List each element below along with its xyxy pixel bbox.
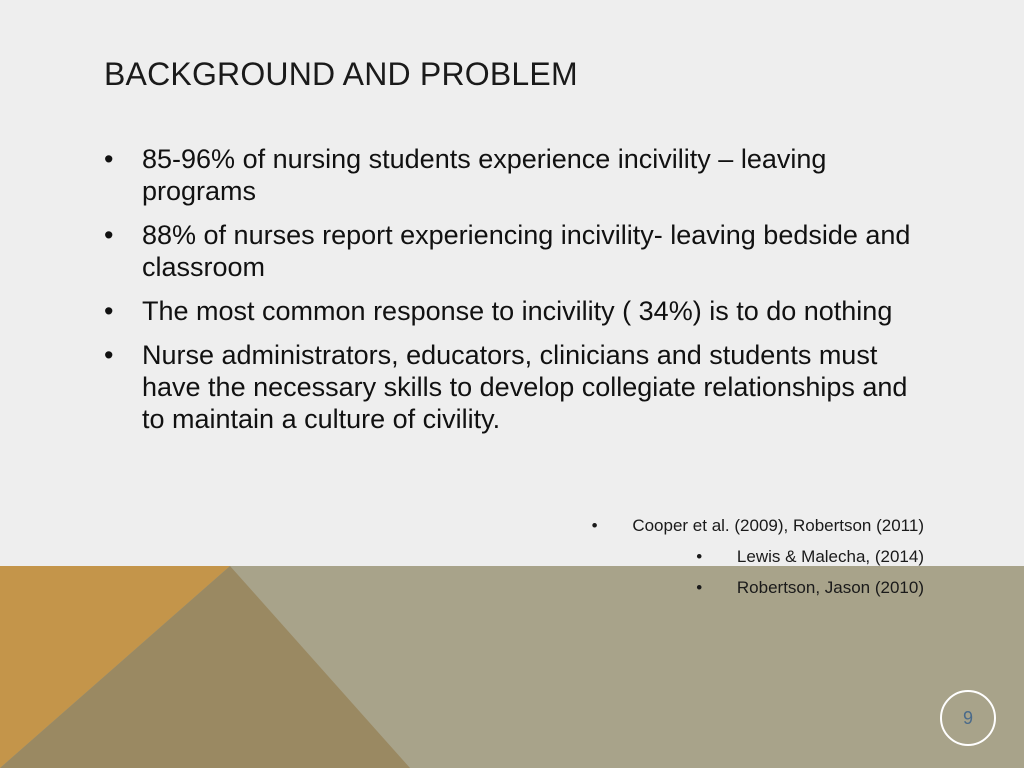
citation-marker: • <box>696 578 703 597</box>
citation-marker: • <box>696 547 703 566</box>
citation-item <box>592 547 924 567</box>
citation-item <box>592 516 924 536</box>
bullet-marker: • <box>104 296 114 326</box>
bullet-text: Nurse administrators, educators, clinicians and students must have the necessary skills to develop collegiate relationships and to maintain a culture of civility. <box>142 340 908 434</box>
bullet-text: The most common response to incivility ( 34%) is to do nothing <box>142 296 893 326</box>
bullet-item <box>104 339 934 435</box>
bullet-marker: • <box>104 340 114 370</box>
citation-text: Cooper et al. (2009), Robertson (2011) <box>632 516 924 535</box>
bullet-text: 85-96% of nursing students experience incivility – leaving programs <box>142 144 827 206</box>
bullet-item <box>104 143 934 207</box>
bullet-item <box>104 219 934 283</box>
bullet-marker: • <box>104 220 114 250</box>
citation-marker: • <box>591 516 598 535</box>
citation-text: Robertson, Jason (2010) <box>736 578 924 597</box>
citation-list <box>592 516 924 609</box>
bullet-text: 88% of nurses report experiencing incivility- leaving bedside and classroom <box>142 220 911 282</box>
citation-text: Lewis & Malecha, (2014) <box>736 547 924 566</box>
slide-title: BACKGROUND AND PROBLEM <box>104 56 578 92</box>
page-number: 9 <box>962 707 973 728</box>
page-number-badge <box>940 690 996 746</box>
bullet-marker: • <box>104 144 114 174</box>
bullet-item <box>104 295 934 327</box>
citation-item <box>592 578 924 598</box>
bullet-list <box>104 143 934 447</box>
